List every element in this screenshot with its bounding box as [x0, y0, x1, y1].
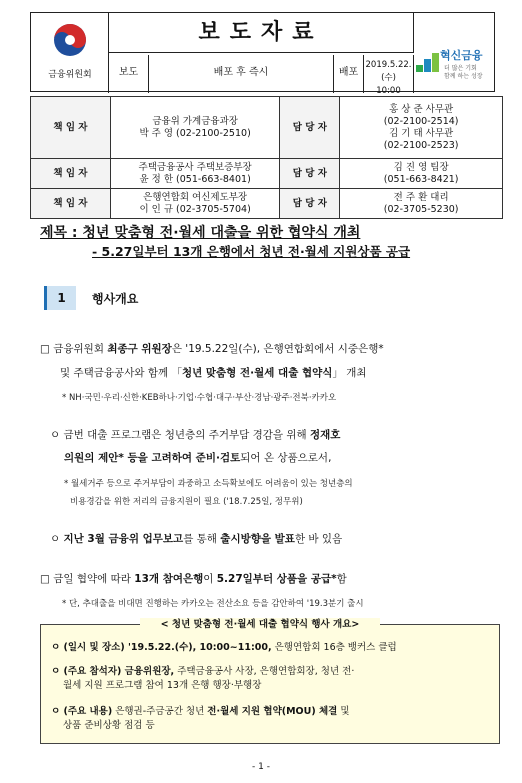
- event-attendees-line-2: 월세 지원 프로그램 참여 13개 은행 행장·부행장: [63, 680, 262, 691]
- brand-sub2: 함께 하는 성장: [444, 73, 483, 80]
- logo-cell: [31, 13, 109, 93]
- staff-label: 담 당 자: [280, 159, 340, 189]
- fsc-logo-icon: [53, 23, 87, 57]
- event-time-place: ㅇ (일시 및 장소) '19.5.22.(수), 10:00~11:00, 은행연합회 16층 뱅커스 클럽: [51, 642, 397, 653]
- role-label: 책 임 자: [31, 97, 111, 159]
- page-number: - 1 -: [252, 762, 270, 772]
- event-content-line-1: ㅇ (주요 내용) 은행권-주금공간 청년 전·월세 지원 협약(MOU) 체결 및: [51, 706, 350, 717]
- release-date: 2019.5.22.(수): [365, 60, 412, 83]
- staff-label: 담 당 자: [280, 97, 340, 159]
- contact-table: [30, 96, 503, 219]
- contact-row: [31, 97, 503, 159]
- staff-person: 홍 상 준 사무관 (02-2100-2514) 김 기 태 사무관 (02-2100-2523): [340, 97, 503, 159]
- contact-row: [31, 189, 503, 219]
- brand-main: 혁신금융: [440, 49, 483, 62]
- footnote-3: * 단, 추대출을 비대면 진행하는 카카오는 전산소요 등을 감안하여 '19.3분기 출시: [62, 599, 364, 609]
- staff-label: 담 당 자: [280, 189, 340, 219]
- paragraph-1-line-1: □ 금융위원회 최종구 위원장은 '19.5.22일(수), 은행연합회에서 시중은행*: [40, 343, 384, 355]
- header-table: [30, 12, 495, 96]
- role-label: 책 임 자: [31, 189, 111, 219]
- responsible-person: 주택금융공사 주택보증부장 윤 정 한 (051-663-8401): [110, 159, 280, 189]
- paragraph-4: □ 금일 협약에 따라 13개 참여은행이 5.27일부터 상품을 공급*함: [40, 573, 347, 585]
- event-content-line-2: 상품 준비상황 점검 등: [63, 720, 155, 731]
- release-type-label: 보도: [109, 55, 149, 93]
- contact-row: [31, 159, 503, 189]
- footnote-2-line-2: 비용경감을 위한 저리의 금융지원이 필요 ('18.7.25일, 정무위): [70, 497, 303, 507]
- event-box-title: < 청년 맞춤형 전·월세 대출 협약식 행사 개요>: [140, 618, 380, 632]
- paragraph-3: ㅇ 지난 3월 금융위 업무보고를 통해 출시방향을 발표한 바 있음: [50, 533, 343, 545]
- org-name: 금융위원회: [48, 70, 92, 80]
- event-attendees-line-1: ㅇ (주요 참석자) 금융위원장, 주택금융공사 사장, 은행연합회장, 청년 전·: [51, 666, 355, 677]
- section-number: 1: [44, 286, 76, 310]
- role-label: 책 임 자: [31, 159, 111, 189]
- subject-line-2: - 5.27일부터 13개 은행에서 청년 전·월세 지원상품 공급: [92, 244, 411, 259]
- event-summary-box: [40, 624, 500, 744]
- release-time: 10:00: [376, 86, 401, 96]
- responsible-person: 은행연합회 여신제도부장 이 인 규 (02-3705-5704): [110, 189, 280, 219]
- brand-sub1: 더 많은 기회: [444, 65, 477, 72]
- page-title: 보도자료: [109, 13, 414, 53]
- staff-person: 전 주 환 대리 (02-3705-5230): [340, 189, 503, 219]
- paragraph-2-line-2: 의원의 제안* 등을 고려하여 준비·검토되어 온 상품으로서,: [64, 452, 332, 464]
- footnote-1: * NH·국민·우리·신한·KEB하나·기업·수협·대구·부산·경남·광주·전북·카카오: [62, 393, 337, 403]
- release-type-value: 배포 후 즉시: [149, 55, 334, 93]
- subject-line-1: 제목 : 청년 맞춤형 전·월세 대출을 위한 협약식 개최: [40, 225, 361, 241]
- brand-cell: [414, 13, 496, 93]
- paragraph-1-line-2: 및 주택금융공사와 함께 「청년 맞춤형 전·월세 대출 협약식」 개최: [60, 367, 367, 379]
- release-date-label: 배포: [334, 55, 364, 93]
- paragraph-2-line-1: ㅇ 금번 대출 프로그램은 청년층의 주거부담 경감을 위해 정재호: [50, 429, 341, 441]
- section-title: 행사개요: [92, 292, 139, 306]
- responsible-person: 금융위 가계금융과장 박 주 영 (02-2100-2510): [110, 97, 280, 159]
- staff-person: 김 진 영 팀장 (051-663-8421): [340, 159, 503, 189]
- release-date-value: [364, 55, 414, 96]
- innovation-finance-logo-icon: [416, 53, 440, 77]
- footnote-2-line-1: * 월세거주 등으로 주거부담이 과중하고 소득확보에도 어려움이 있는 청년층의: [64, 479, 353, 489]
